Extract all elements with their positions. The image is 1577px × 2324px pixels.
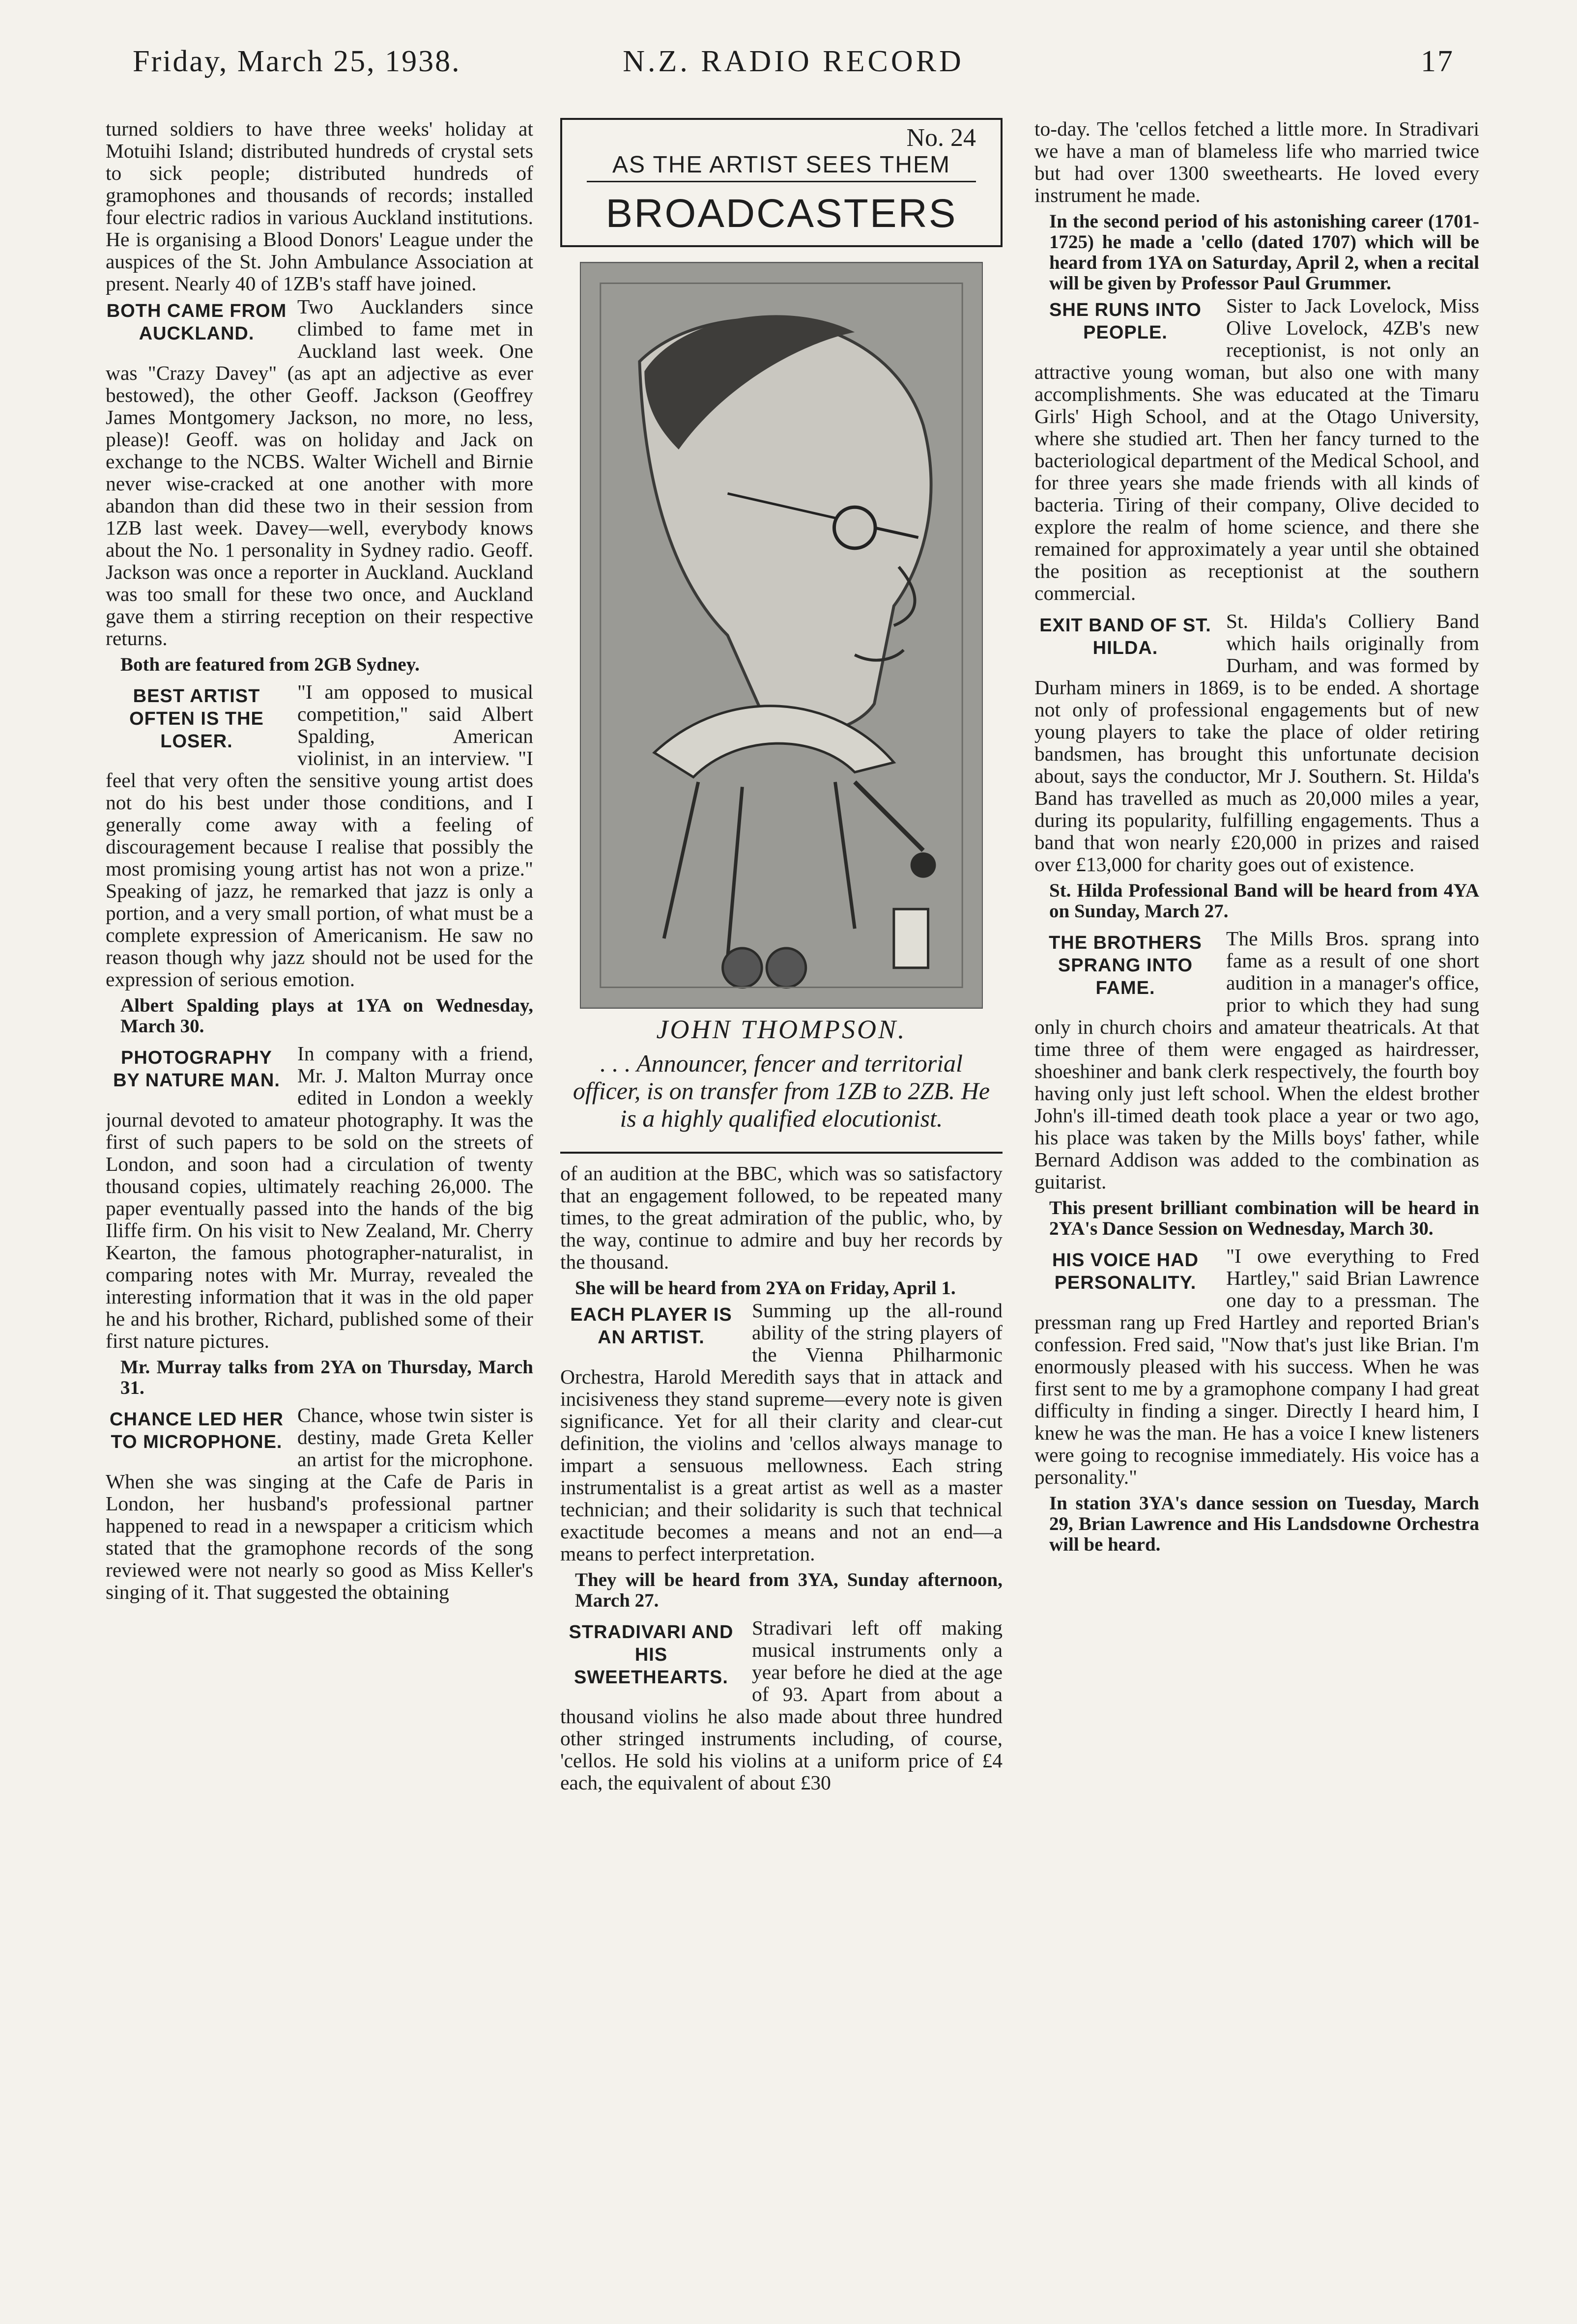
broadcast-note: Both are featured from 2GB Sydney. bbox=[120, 654, 420, 675]
article-both-came-from-auckland bbox=[106, 296, 533, 675]
article-his-voice-had-personality bbox=[1034, 1245, 1479, 1555]
broadcast-note: This present brilliant combination will be heard in 2YA's Dance Session on Wednesday, March 30. bbox=[1049, 1197, 1479, 1239]
broadcast-note: They will be heard from 3YA, Sunday afternoon, March 27. bbox=[575, 1569, 1003, 1611]
publication-title: N.Z. RADIO RECORD bbox=[623, 45, 964, 78]
article-body: St. Hilda's Colliery Band which hails originally from Durham, and was formed by Durham miners in 1869, is to be ended. A shortage not only of professional engagements but of new young players to take the place of older retiring bandsmen, has brought this unfortunate decision about, says the conductor, Mr J. Southern. St. Hilda's Band has travelled as much as 20,000 miles a year, during its popularity, fulfilling engagements. Thus a band that won nearly £20,000 in prizes and raised over £13,000 for charity goes out of existence. bbox=[1034, 610, 1479, 876]
portrait-caption-text: . . . Announcer, fencer and territorial officer, is on transfer from 1ZB to 2ZB. He is a highly qualified elocutionist. bbox=[573, 1049, 990, 1132]
article-body: "I owe everything to Fred Hartley," said Brian Lawrence one day to a pressman. The pressman rang up Fred Hartley and reported Brian's confession. Fred said, "Now that's just like Brian. I'm enormously pleased with his success. When he was first sent to me by a gramophone company I had great difficulty in finding a singer. Directly I heard him, I knew he was the man. He has a voice I knew listeners were going to recognise immediately. His voice has a personality." bbox=[1034, 1245, 1479, 1488]
article-each-player-is-an-artist bbox=[560, 1300, 1003, 1611]
article-photography-by-nature-man bbox=[106, 1043, 533, 1398]
article-body: Sister to Jack Lovelock, Miss Olive Lovelock, 4ZB's new receptionist, is not only an attractive young woman, but also one with many accomplishments. She was educated at the Timaru Girls' High School, and at the Otago University, where she studied art. Then her fancy turned to the bacteriological department of the Medical School, and for three years she made friends with all kinds of bacteria. Tiring of their company, Olive decided to explore the realm of home science, and there she remained for approximately a year until she obtained the position as receptionist at the southern commercial. bbox=[1034, 294, 1479, 604]
feature-series: AS THE ARTIST SEES THEM bbox=[587, 154, 976, 182]
portrait-caption-name: JOHN THOMPSON. bbox=[656, 1015, 907, 1044]
article-heading: EACH PLAYER IS AN ARTIST. bbox=[570, 1304, 732, 1348]
page-number: 17 bbox=[1421, 45, 1454, 78]
left-column bbox=[106, 118, 533, 2280]
article-heading: THE BROTHERS SPRANG INTO FAME. bbox=[1049, 933, 1202, 998]
feature-banner bbox=[560, 118, 1003, 247]
continuation-text: of an audition at the BBC, which was so satisfactory that an engagement followed, to be repeated many times, to the great admiration of the public, who, by the way, continue to admire and buy her records by the thousand. bbox=[560, 1162, 1003, 1273]
feature-number: No. 24 bbox=[906, 124, 976, 152]
feature-title: BROADCASTERS bbox=[605, 191, 957, 236]
broadcast-note: Mr. Murray talks from 2YA on Thursday, March 31. bbox=[120, 1357, 533, 1398]
portrait-drawing bbox=[581, 263, 982, 1008]
broadcast-note: She will be heard from 2YA on Friday, April 1. bbox=[575, 1277, 956, 1299]
article-body: "I am opposed to musical competition," said Albert Spalding, American violinist, in an interview. "I feel that very often the sensitive young artist does not do his best under those conditions, and I generally come away with a feeling of discouragement because I realise that possibly the most promising young artist has not won a prize." Speaking of jazz, he remarked that jazz is only a portion, and a very small portion, of what must be a complete expression of Americanism. He saw no reason though why jazz should not be used for the expression of serious emotion. bbox=[106, 680, 533, 991]
article-heading: HIS VOICE HAD PERSONALITY. bbox=[1052, 1250, 1199, 1293]
article-heading: SHE RUNS INTO PEOPLE. bbox=[1049, 300, 1202, 343]
article-body: The Mills Bros. sprang into fame as a result of one short audition in a manager's office, prior to which they had sung only in church choirs and amateur theatricals. At that time three of them were engaged as hairdresser, shoeshiner and bank clerk respectively, the fourth boy having only just left school. When the eldest brother John's ill-timed death took place a year or two ago, his place was taken by the Mills boys' father, while Bernard Addison was added to the combination as guitarist. bbox=[1034, 927, 1479, 1193]
article-body: In company with a friend, Mr. J. Malton Murray once edited in London a weekly journal devoted to amateur photography. It was the first of such papers to be sold on the streets of London, and soon had a circulation of twenty thousand copies, ultimately reaching 26,000. The paper eventually passed into the hands of the big Iliffe firm. On his visit to New Zealand, Mr. Cherry Kearton, the famous photographer-naturalist, in comparing notes with Mr. Murray, revealed the interesting information that it was in the old paper he and his brother, Richard, published some of their first nature pictures. bbox=[106, 1042, 533, 1352]
article-heading: EXIT BAND OF ST. HILDA. bbox=[1039, 615, 1211, 658]
article-heading: PHOTOGRAPHY BY NATURE MAN. bbox=[113, 1048, 280, 1091]
masthead bbox=[133, 44, 1454, 88]
article-body: Chance, whose twin sister is destiny, made Greta Keller an artist for the microphone. When she was singing at the Cafe de Paris in London, her husband's professional partner happened to read in a newspaper a criticism which stated that the gramophone records of the song reviewed were not nearly so good as Miss Keller's singing of it. That suggested the obtaining bbox=[106, 1404, 533, 1603]
broadcast-note: In the second period of his astonishing career (1701-1725) he made a 'cello (dated 1707) which will be heard from 1YA on Saturday, April 2, when a recital will be given by Professor Paul Grummer. bbox=[1049, 211, 1479, 294]
broadcast-note: Albert Spalding plays at 1YA on Wednesday, March 30. bbox=[120, 995, 533, 1037]
article-exit-band-of-st-hilda bbox=[1034, 610, 1479, 922]
caricature-portrait bbox=[580, 262, 983, 1009]
article-chance-led-her bbox=[106, 1404, 533, 1603]
broadcast-note: St. Hilda Professional Band will be heard from 4YA on Sunday, March 27. bbox=[1049, 880, 1479, 922]
article-stradivari bbox=[560, 1617, 1003, 1794]
article-heading: STRADIVARI AND HIS SWEETHEARTS. bbox=[569, 1622, 734, 1688]
article-the-brothers-sprang bbox=[1034, 928, 1479, 1239]
continuation-text: to-day. The 'cellos fetched a little more. In Stradivari we have a man of blameless life who married twice but had over 1300 sweethearts. He loved every instrument he made. bbox=[1034, 118, 1479, 206]
middle-column bbox=[560, 118, 1003, 2280]
section-divider bbox=[560, 1152, 1003, 1154]
left-intro-text: turned soldiers to have three weeks' holiday at Motuihi Island; distributed hundreds of crystal sets to sick people; distributed hundreds of gramophones and thousands of records; installed four electric radios in various Auckland institutions. He is organising a Blood Donors' League under the auspices of the St. John Ambulance Association at present. Nearly 40 of 1ZB's staff have joined. bbox=[106, 118, 533, 295]
article-best-artist bbox=[106, 681, 533, 1037]
broadcast-note: In station 3YA's dance session on Tuesday, March 29, Brian Lawrence and His Landsdowne Orchestra will be heard. bbox=[1049, 1493, 1479, 1555]
article-body: Stradivari left off making musical instruments only a year before he died at the age of 93. Apart from about a thousand violins he also made about three hundred other stringed instruments including, of course, 'cellos. He sold his violins at a uniform price of £4 each, the equivalent of about £30 bbox=[560, 1616, 1003, 1794]
right-column bbox=[1034, 118, 1479, 2280]
issue-date: Friday, March 25, 1938. bbox=[133, 45, 461, 78]
article-body: Two Aucklanders since climbed to fame met in Auckland last week. One was "Crazy Davey" (as apt an adjective as ever bestowed), the other Geoff. Jackson (Geoffrey James Montgomery Jackson, no more, no less, please)! Geoff. was on holiday and Jack on exchange to the NCBS. Walter Wichell and Birnie never wise-cracked at one another with more abandon than did these two in their session from 1ZB last week. Davey—well, everybody knows about the No. 1 personality in Sydney radio. Geoff. Jackson was once a reporter in Auckland. Auckland was too small for these two once, and Auckland gave them a stirring reception on their respective returns. bbox=[106, 295, 533, 650]
article-heading: BOTH CAME FROM AUCKLAND. bbox=[106, 301, 287, 344]
article-heading: BEST ARTIST OFTEN IS THE LOSER. bbox=[129, 686, 264, 752]
article-body: Summing up the all-round ability of the string players of the Vienna Philharmonic Orchestra, Harold Meredith says that in attack and incisiveness they stand supreme—every note is given significance. Yet for all their clarity and clear-cut definition, the violins and 'cellos always manage to impart a sensuous mellowness. Each string instrumentalist is a great artist as well as a master technician; and their solidarity is such that technical exactitude becomes a means and not an end—a means to perfect interpretation. bbox=[560, 1299, 1003, 1565]
article-she-runs-into-people bbox=[1034, 295, 1479, 604]
article-heading: CHANCE LED HER TO MICROPHONE. bbox=[110, 1409, 284, 1452]
